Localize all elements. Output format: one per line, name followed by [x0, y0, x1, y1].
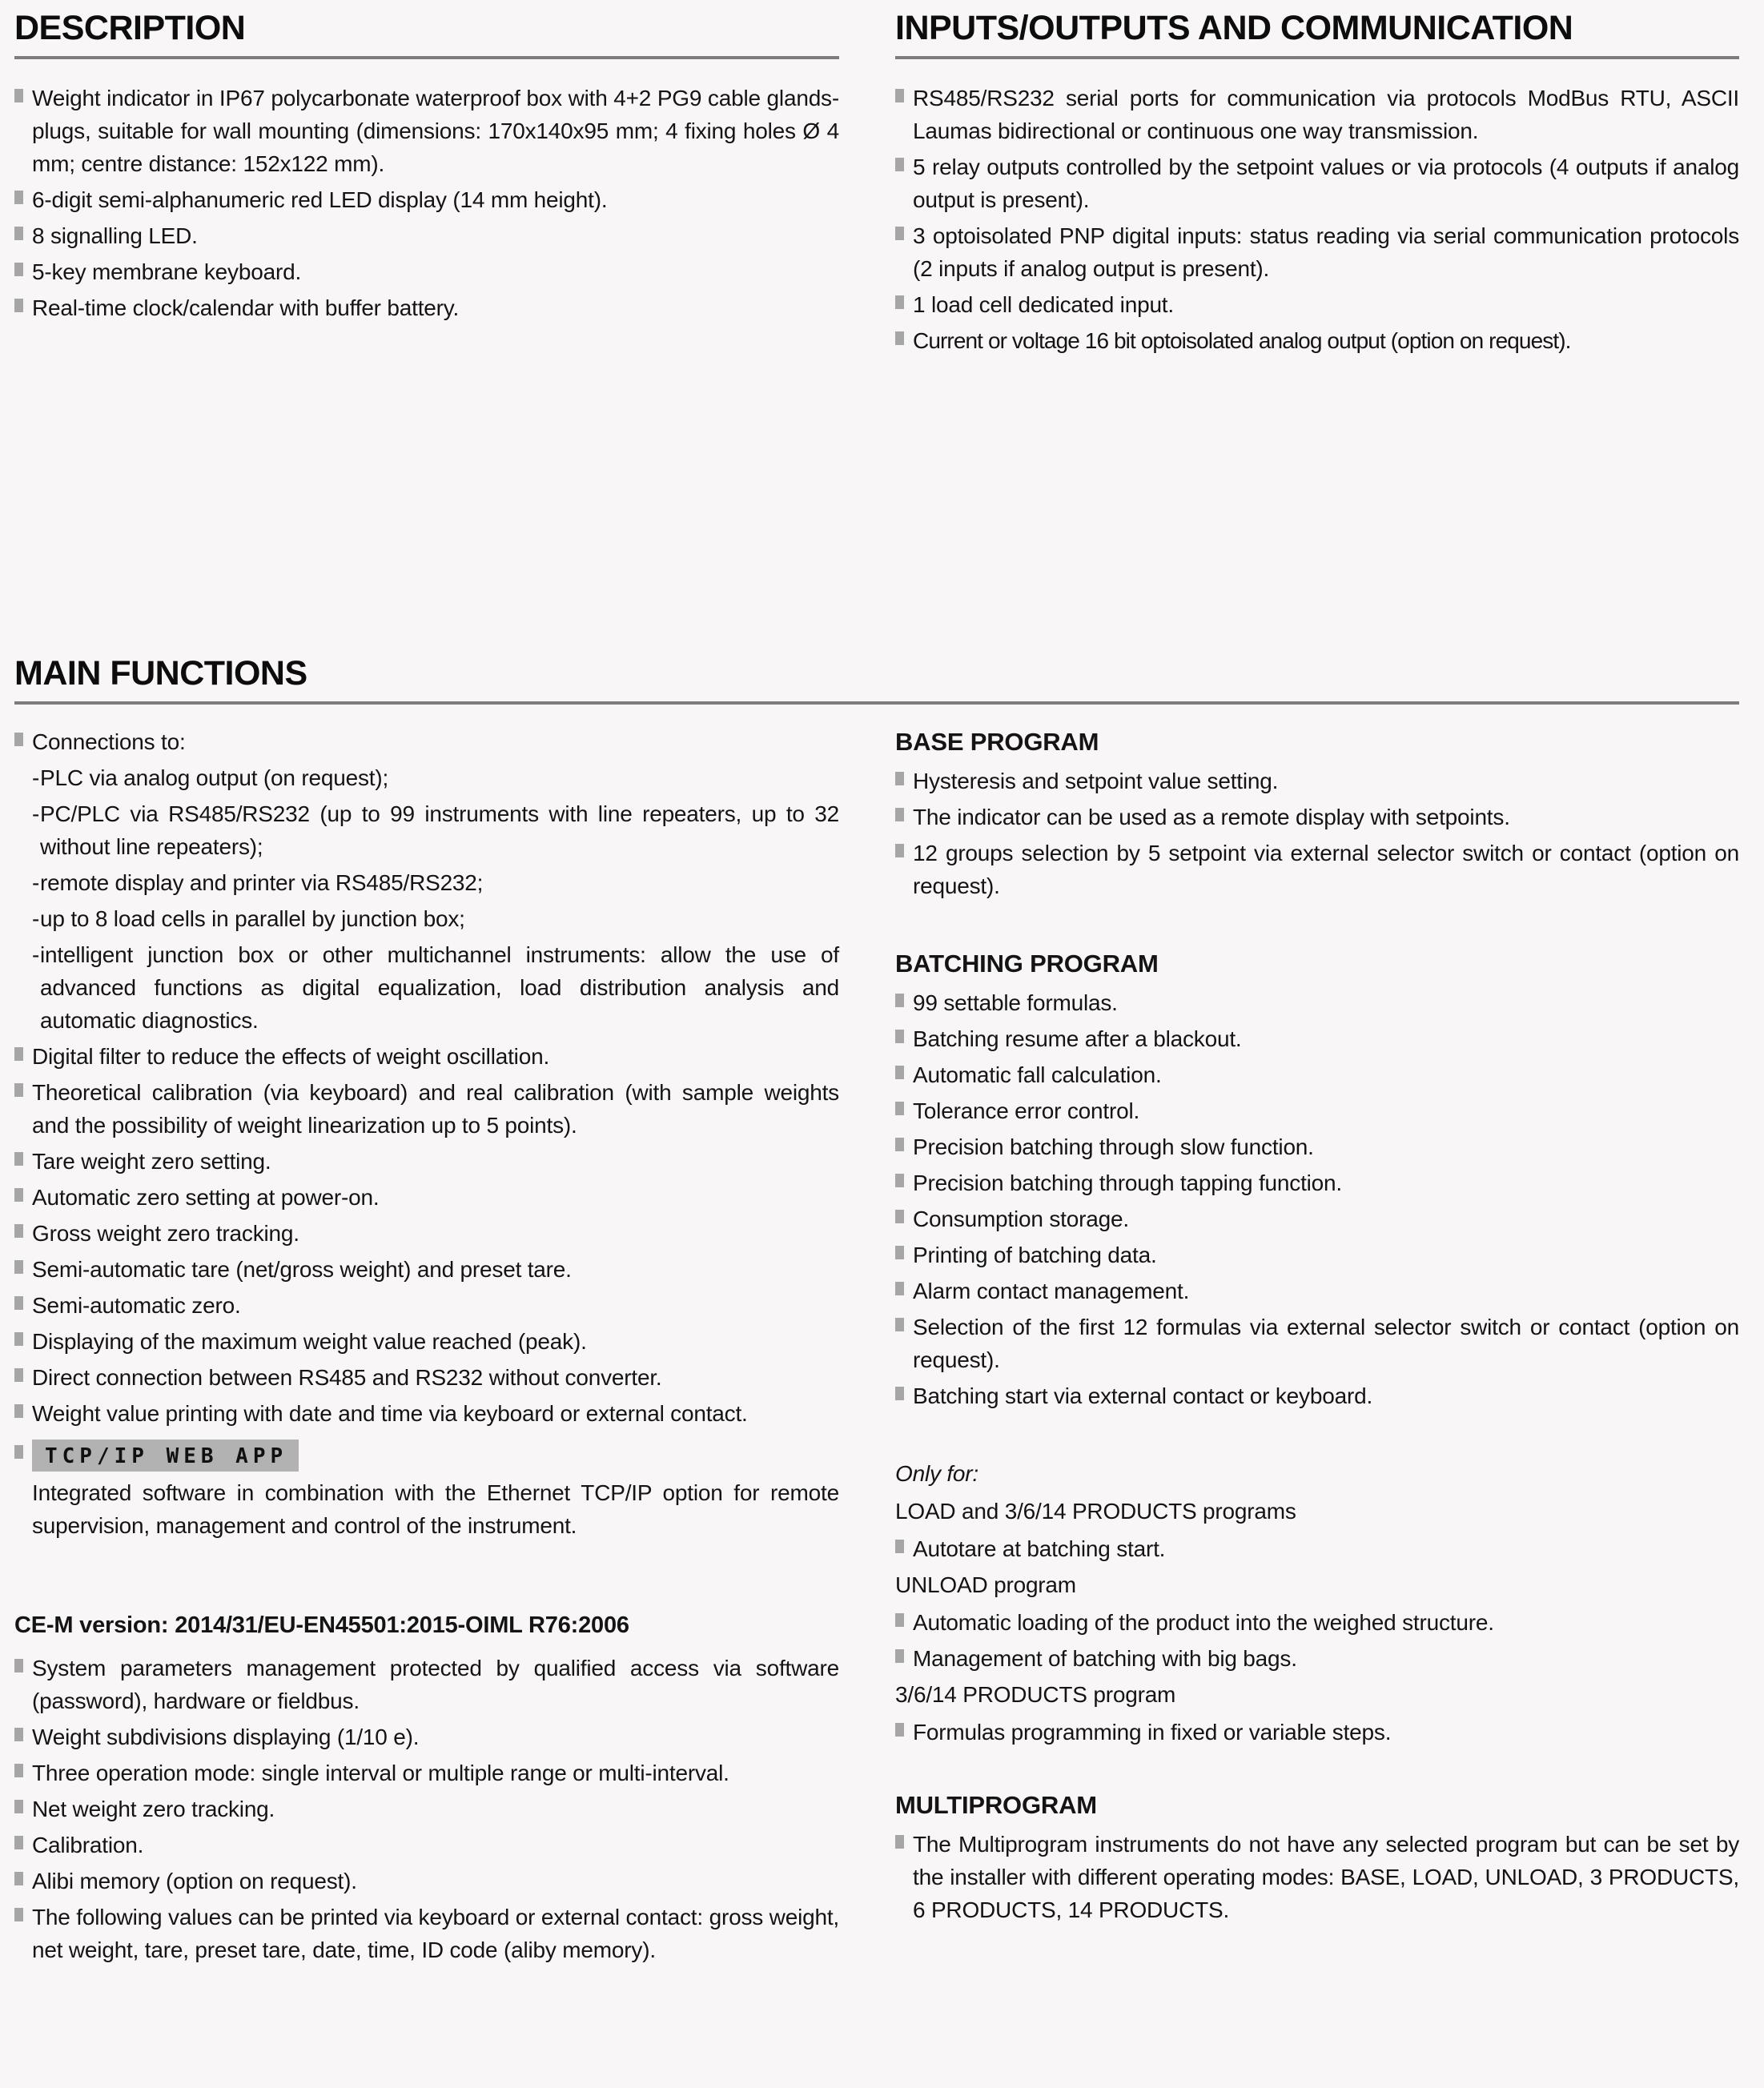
bullet-square-icon — [14, 1152, 23, 1166]
description-list — [14, 82, 839, 324]
bullet-square-icon — [14, 1836, 23, 1849]
list-item-text: 1 load cell dedicated input. — [913, 292, 1174, 317]
list-item-text: Consumption storage. — [913, 1207, 1129, 1231]
bullet-square-icon — [895, 331, 904, 345]
list-item — [895, 986, 1739, 1019]
list-item — [895, 1058, 1739, 1091]
list-item-text: intelligent junction box or other multichannel instruments: allow the use of advanced functions as digital equalization, load distribution analysis and automatic diagnostics. — [40, 942, 839, 1033]
list-item-text: RS485/RS232 serial ports for communication via protocols ModBus RTU, ASCII Laumas bidirectional or continuous one way transmission. — [913, 86, 1739, 143]
list-item — [895, 1311, 1739, 1376]
list-item — [14, 1253, 839, 1286]
main-functions-title: MAIN FUNCTIONS — [14, 654, 307, 693]
base-program-title: BASE PROGRAM — [895, 728, 1099, 756]
list-item — [14, 1361, 839, 1394]
list-item-text: Autotare at batching start. — [913, 1536, 1166, 1561]
list-item-text: Weight indicator in IP67 polycarbonate waterproof box with 4+2 PG9 cable glands-plugs, suitable for wall mounting (dimensions: 170x140x95 mm; 4 fixing holes Ø 4 mm; centre distance: 152x122 mm). — [32, 86, 839, 176]
list-item — [895, 1716, 1739, 1749]
bullet-square-icon — [895, 1649, 904, 1663]
list-item-text: Current or voltage 16 bit optoisolated analog output (option on request). — [913, 328, 1571, 353]
list-item — [895, 1130, 1739, 1163]
dash-marker: - — [32, 765, 40, 790]
list-item — [895, 324, 1739, 357]
batching-program-list — [895, 986, 1739, 1412]
list-item-text: Net weight zero tracking. — [32, 1797, 275, 1821]
bullet-square-icon — [895, 89, 904, 102]
only-for-label: Only for: — [895, 1461, 979, 1486]
list-item-text: Precision batching through tapping function. — [913, 1170, 1343, 1195]
list-item — [14, 1829, 839, 1861]
top-row — [14, 10, 1739, 360]
bullet-square-icon — [14, 1764, 23, 1777]
connections-list — [14, 761, 839, 1037]
bullet-square-icon — [14, 733, 23, 746]
list-item — [14, 761, 839, 794]
list-item-text: up to 8 load cells in parallel by junction box; — [40, 906, 465, 931]
list-item-text: Direct connection between RS485 and RS232 without converter. — [32, 1365, 662, 1390]
list-item — [14, 938, 839, 1037]
list-item — [14, 1289, 839, 1322]
list-item — [14, 1901, 839, 1966]
list-item-tcp-badge — [14, 1438, 839, 1473]
batching-program-title: BATCHING PROGRAM — [895, 950, 1159, 978]
bullet-square-icon — [895, 994, 904, 1007]
list-item-text: Real-time clock/calendar with buffer battery. — [32, 295, 460, 320]
list-item-text: Formulas programming in fixed or variable steps. — [913, 1720, 1392, 1745]
list-item — [14, 866, 839, 899]
list-item-text: The indicator can be used as a remote display with setpoints. — [913, 805, 1510, 829]
list-item-text: Connections to: — [32, 729, 186, 754]
bullet-square-icon — [895, 1282, 904, 1295]
list-item-text: 99 settable formulas. — [913, 990, 1118, 1015]
bullet-square-icon — [14, 1083, 23, 1097]
list-item-text: Alarm contact management. — [913, 1279, 1190, 1303]
unload-program-title: UNLOAD program — [895, 1572, 1076, 1597]
main-functions-divider — [14, 701, 1739, 705]
list-item-text: Printing of batching data. — [913, 1243, 1157, 1267]
io-title: INPUTS/OUTPUTS AND COMMUNICATION — [895, 9, 1573, 47]
main-functions-right-column — [895, 725, 1739, 1970]
bullet-square-icon — [14, 263, 23, 276]
list-item — [14, 1865, 839, 1897]
bullet-square-icon — [14, 89, 23, 102]
list-item-text: Automatic fall calculation. — [913, 1062, 1162, 1087]
list-item — [895, 1022, 1739, 1055]
list-item — [895, 82, 1739, 147]
bullet-square-icon — [895, 1540, 904, 1553]
bullet-square-icon — [14, 1908, 23, 1921]
list-item-text: System parameters management protected by qualified access via software (password), hardware or fieldbus. — [32, 1656, 839, 1713]
bullet-square-icon — [895, 1723, 904, 1737]
list-item — [895, 1166, 1739, 1199]
bullet-square-icon — [895, 1387, 904, 1400]
list-item — [14, 902, 839, 935]
bullet-square-icon — [14, 1445, 23, 1459]
list-item-text: 5 relay outputs controlled by the setpoint values or via protocols (4 outputs if analog output is present). — [913, 155, 1739, 212]
base-program-list — [895, 765, 1739, 902]
list-item-text: Precision batching through slow function. — [913, 1134, 1314, 1159]
dash-marker: - — [32, 801, 40, 826]
bullet-square-icon — [14, 1728, 23, 1741]
cem-features-list — [14, 1652, 839, 1966]
bullet-square-icon — [895, 1246, 904, 1259]
dash-marker: - — [32, 906, 40, 931]
list-item-text: The following values can be printed via keyboard or external contact: gross weight, net weight, tare, preset tare, date, time, ID code (aliby memory). — [32, 1905, 839, 1962]
list-item — [14, 1652, 839, 1717]
list-item-text: Management of batching with big bags. — [913, 1646, 1297, 1671]
list-item — [14, 82, 839, 180]
list-item-text: 3 optoisolated PNP digital inputs: status reading via serial communication protocols (2 inputs if analog output is present). — [913, 223, 1739, 281]
list-item-text: Three operation mode: single interval or multiple range or multi-interval. — [32, 1761, 729, 1785]
list-item — [895, 151, 1739, 216]
list-item — [14, 1325, 839, 1358]
products-program-title: 3/6/14 PRODUCTS program — [895, 1682, 1176, 1707]
description-title: DESCRIPTION — [14, 9, 246, 47]
dash-marker: - — [32, 870, 40, 895]
list-item — [895, 1606, 1739, 1639]
bullet-square-icon — [895, 844, 904, 857]
bullet-square-icon — [895, 772, 904, 785]
section-main-functions — [14, 655, 1739, 1970]
list-item-text: Semi-automatic zero. — [32, 1293, 241, 1318]
list-item-text: Hysteresis and setpoint value setting. — [913, 769, 1279, 793]
main-functions-left-column — [14, 725, 839, 1970]
bullet-square-icon — [14, 1368, 23, 1382]
bullet-square-icon — [14, 1404, 23, 1418]
list-item — [14, 1076, 839, 1142]
section-io — [895, 10, 1739, 360]
list-item — [895, 1094, 1739, 1127]
list-item-text: remote display and printer via RS485/RS232; — [40, 870, 484, 895]
bullet-square-icon — [895, 295, 904, 309]
bullet-square-icon — [895, 1318, 904, 1331]
list-item-text: Weight value printing with date and time via keyboard or external contact. — [32, 1401, 748, 1426]
list-item — [14, 1757, 839, 1789]
list-item — [895, 219, 1739, 285]
list-item — [895, 1532, 1739, 1565]
list-item — [14, 1721, 839, 1753]
bullet-square-icon — [14, 299, 23, 312]
bullet-square-icon — [895, 1835, 904, 1849]
list-item-text: Batching resume after a blackout. — [913, 1026, 1242, 1051]
list-item — [895, 1642, 1739, 1675]
multiprogram-title: MULTIPROGRAM — [895, 1791, 1097, 1819]
list-item — [14, 1145, 839, 1178]
list-item — [14, 219, 839, 252]
products-program-list — [895, 1716, 1739, 1749]
bullet-square-icon — [895, 1138, 904, 1151]
list-item-text: Selection of the first 12 formulas via external selector switch or contact (option on request). — [913, 1315, 1739, 1372]
bullet-square-icon — [14, 1872, 23, 1885]
tcp-description: Integrated software in combination with the Ethernet TCP/IP option for remote supervision, management and control of the instrument. — [32, 1480, 839, 1538]
unload-program-list — [895, 1606, 1739, 1675]
list-item — [895, 1828, 1739, 1926]
list-item-text: Batching start via external contact or keyboard. — [913, 1383, 1373, 1408]
bullet-square-icon — [895, 1102, 904, 1115]
only-for-list — [895, 1532, 1739, 1565]
list-item-text: Displaying of the maximum weight value reached (peak). — [32, 1329, 587, 1354]
bullet-square-icon — [14, 1047, 23, 1061]
description-divider — [14, 56, 839, 59]
list-item — [895, 765, 1739, 797]
cem-version-heading: CE-M version: 2014/31/EU-EN45501:2015-OIML R76:2006 — [14, 1612, 629, 1638]
list-item — [14, 1793, 839, 1825]
list-item-text: The Multiprogram instruments do not have any selected program but can be set by the installer with different operating modes: BASE, LOAD, UNLOAD, 3 PRODUCTS, 6 PRODUCTS, 14 PRODUCTS. — [913, 1832, 1739, 1922]
bullet-square-icon — [895, 1613, 904, 1627]
bullet-square-icon — [14, 1260, 23, 1274]
list-item-text: Digital filter to reduce the effects of weight oscillation. — [32, 1044, 550, 1069]
section-description — [14, 10, 839, 360]
list-item — [895, 1203, 1739, 1235]
list-item-text: Gross weight zero tracking. — [32, 1221, 299, 1246]
list-item — [14, 255, 839, 288]
list-item — [14, 291, 839, 324]
list-item — [895, 1379, 1739, 1412]
main-functions-columns — [14, 725, 1739, 1970]
list-item-text: 8 signalling LED. — [32, 223, 198, 248]
list-item — [895, 801, 1739, 833]
io-list — [895, 82, 1739, 357]
list-item — [895, 837, 1739, 902]
dash-marker: - — [32, 942, 40, 967]
bullet-square-icon — [14, 1188, 23, 1202]
bullet-square-icon — [14, 1224, 23, 1238]
list-item-text: 6-digit semi-alphanumeric red LED display (14 mm height). — [32, 187, 608, 212]
bullet-square-icon — [895, 158, 904, 171]
list-item — [14, 183, 839, 216]
list-item — [895, 1275, 1739, 1307]
list-item — [895, 288, 1739, 321]
list-item-text: Tolerance error control. — [913, 1098, 1140, 1123]
list-item-text: Alibi memory (option on request). — [32, 1869, 357, 1893]
bullet-square-icon — [14, 191, 23, 204]
bullet-square-icon — [895, 1174, 904, 1187]
list-item-text: Theoretical calibration (via keyboard) and real calibration (with sample weights and the possibility of weight linearization up to 5 points). — [32, 1080, 839, 1138]
list-item-text: Automatic zero setting at power-on. — [32, 1185, 380, 1210]
bullet-square-icon — [14, 1332, 23, 1346]
multiprogram-list — [895, 1828, 1739, 1926]
list-item — [14, 1217, 839, 1250]
list-item-text: Automatic loading of the product into the weighed structure. — [913, 1610, 1494, 1635]
bullet-square-icon — [895, 1066, 904, 1079]
list-item — [14, 1181, 839, 1214]
bullet-square-icon — [14, 227, 23, 240]
only-for-programs: LOAD and 3/6/14 PRODUCTS programs — [895, 1499, 1296, 1524]
bullet-square-icon — [895, 227, 904, 240]
list-item — [14, 725, 839, 758]
list-item — [14, 797, 839, 863]
list-item-text: PLC via analog output (on request); — [40, 765, 389, 790]
list-item-text: Weight subdivisions displaying (1/10 e). — [32, 1725, 420, 1749]
connections-intro-list — [14, 725, 839, 758]
bullet-square-icon — [14, 1296, 23, 1310]
list-item-text: Tare weight zero setting. — [32, 1149, 271, 1174]
io-divider — [895, 56, 1739, 59]
list-item-text: Semi-automatic tare (net/gross weight) and preset tare. — [32, 1257, 572, 1282]
bullet-square-icon — [895, 1030, 904, 1043]
tcp-web-app-badge: TCP/IP WEB APP — [32, 1440, 299, 1472]
list-item-text: 5-key membrane keyboard. — [32, 259, 302, 284]
bullet-square-icon — [895, 808, 904, 821]
list-item-text: 12 groups selection by 5 setpoint via external selector switch or contact (option on request). — [913, 841, 1739, 898]
bullet-square-icon — [895, 1210, 904, 1223]
list-item — [895, 1239, 1739, 1271]
bullet-square-icon — [14, 1659, 23, 1672]
bullet-square-icon — [14, 1800, 23, 1813]
list-item-text: PC/PLC via RS485/RS232 (up to 99 instruments with line repeaters, up to 32 without line repeaters); — [40, 801, 839, 859]
list-item-text: Calibration. — [32, 1833, 144, 1857]
list-item — [14, 1397, 839, 1430]
list-item — [14, 1040, 839, 1073]
features-list — [14, 1040, 839, 1473]
